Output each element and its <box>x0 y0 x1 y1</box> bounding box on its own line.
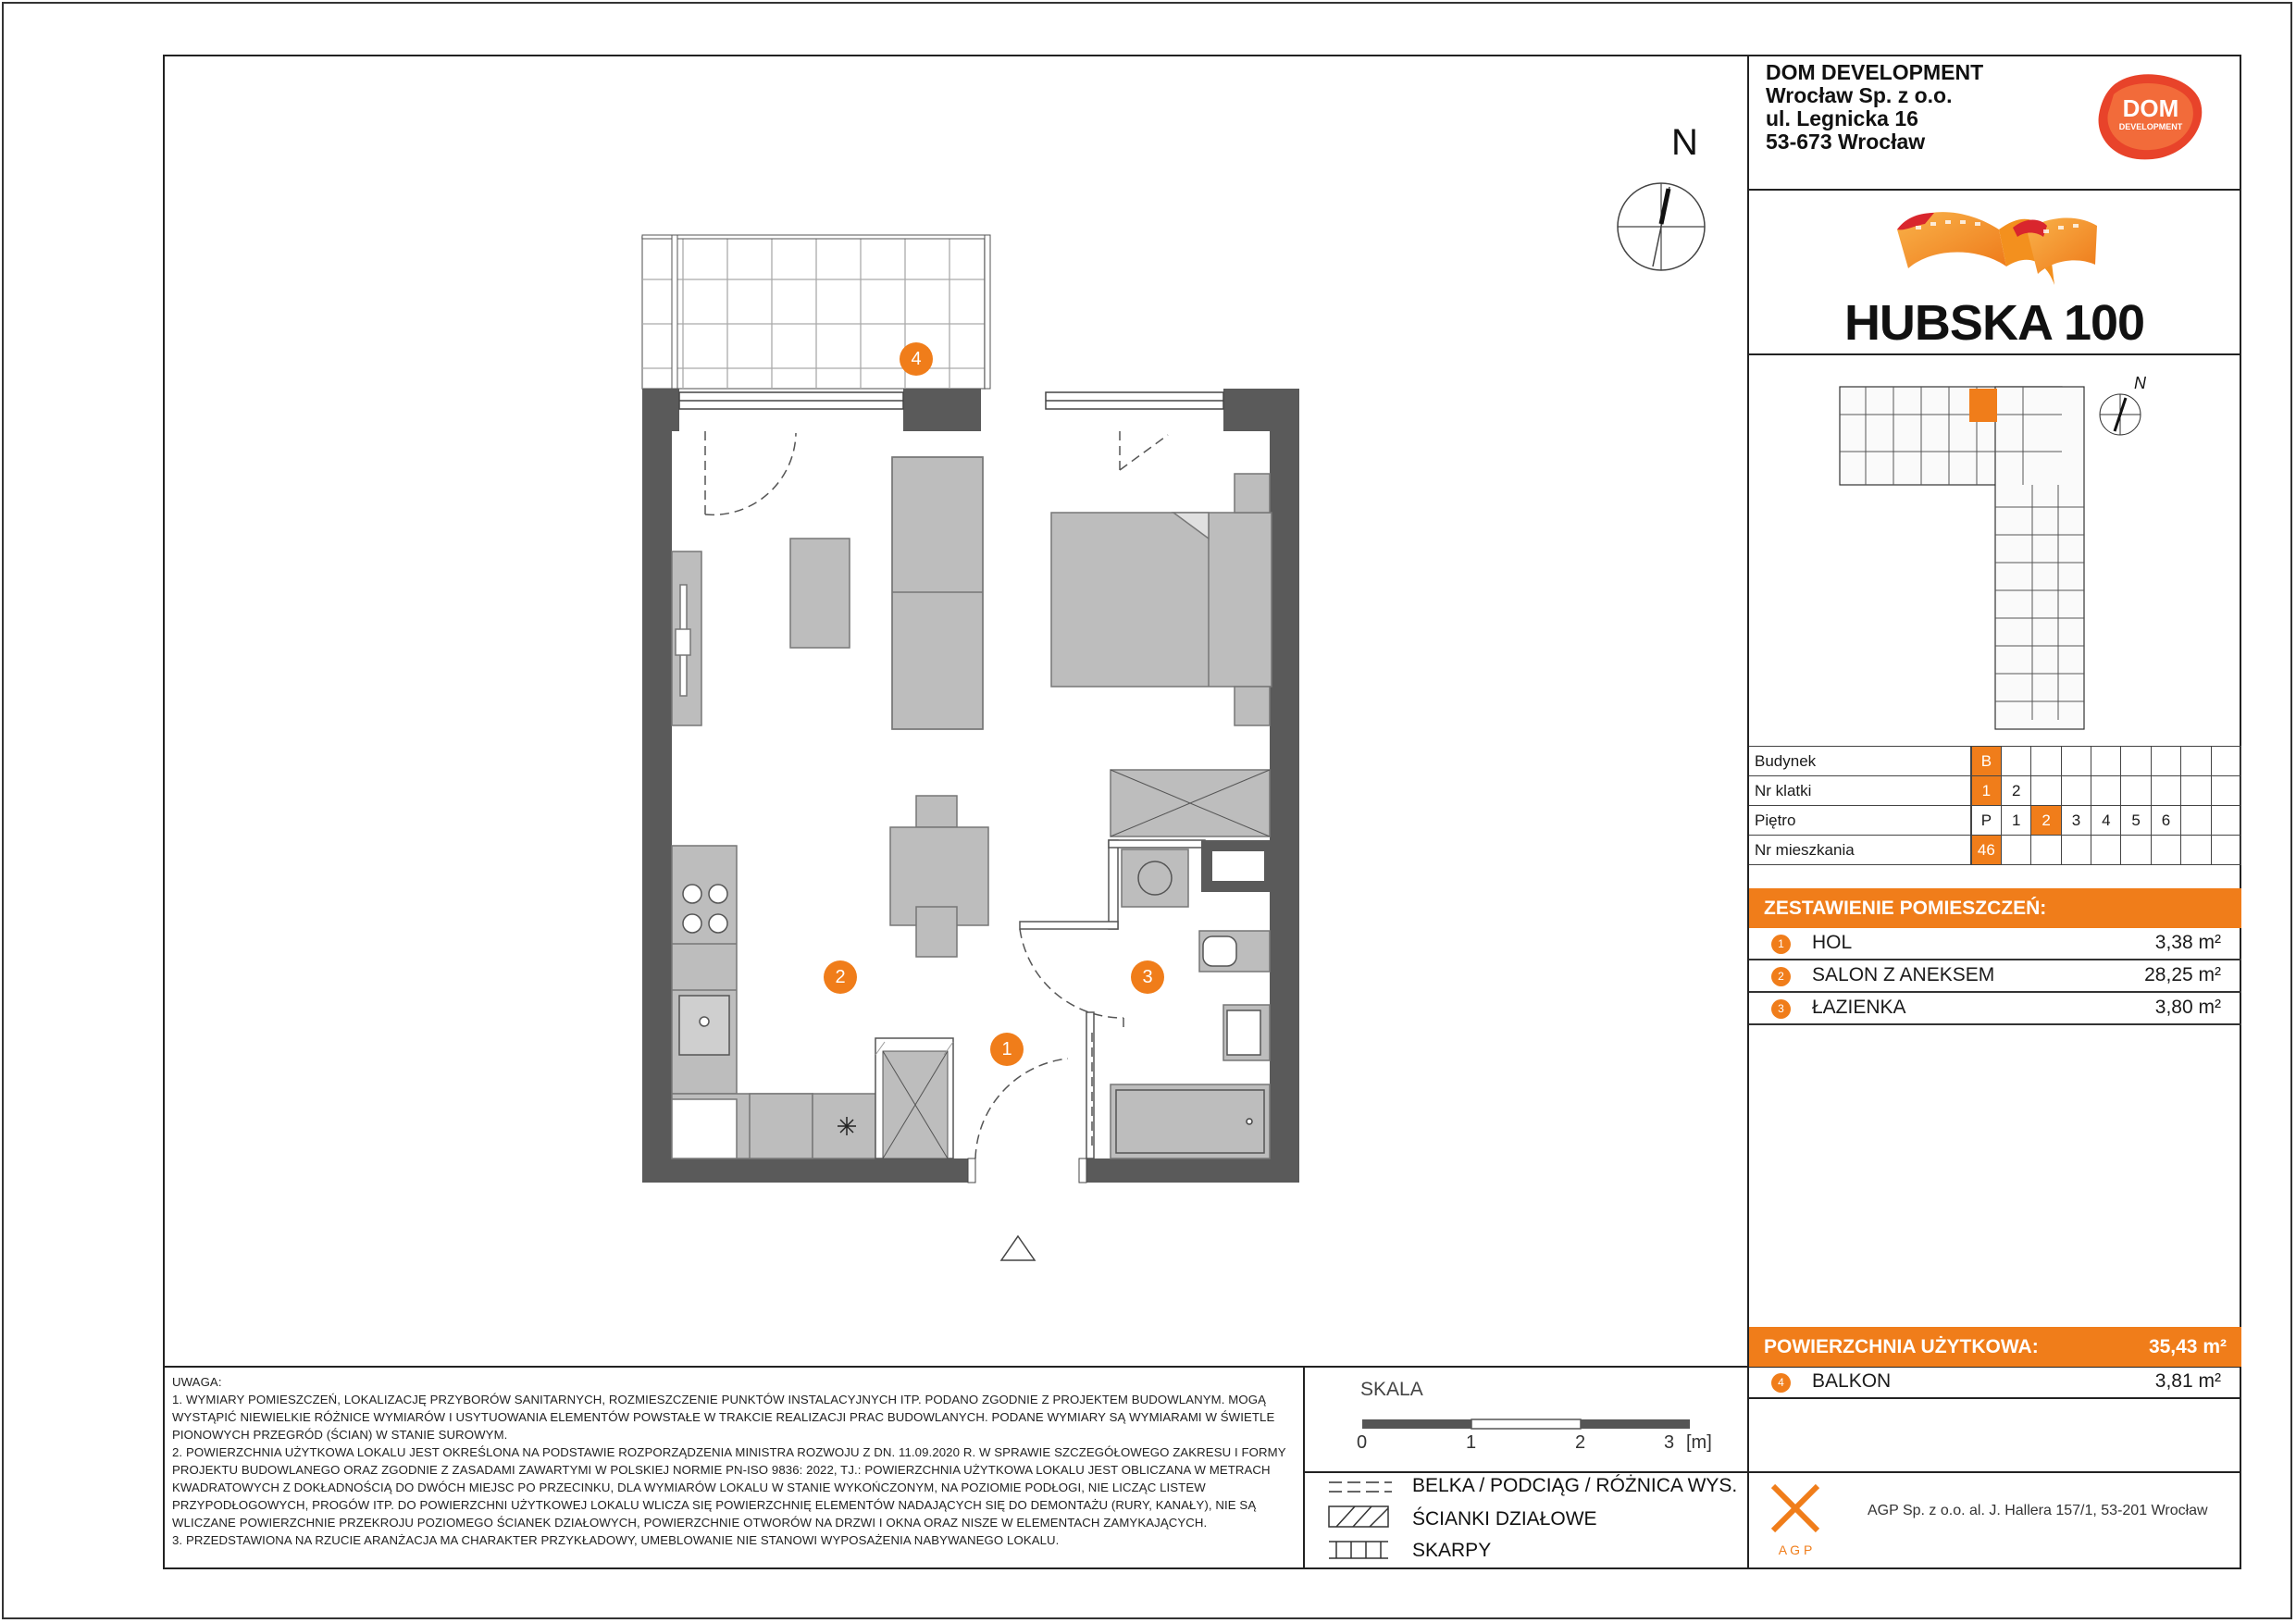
param-cell: P <box>1971 806 2001 836</box>
kitchen-counter <box>672 846 883 1158</box>
param-cell <box>2061 836 2091 865</box>
mini-north-label: N <box>2134 374 2146 392</box>
room-area: 3,80 m² <box>2154 997 2221 1018</box>
room-badge-hall: 1 <box>990 1033 1024 1066</box>
divider <box>1747 1397 2241 1399</box>
agp-logo-text: A G P <box>1778 1542 1813 1557</box>
param-cell <box>2031 747 2061 776</box>
notes <box>172 1373 1301 1549</box>
divider <box>1747 353 2241 355</box>
param-cell <box>2211 836 2240 865</box>
param-cell <box>2211 806 2240 836</box>
mini-compass <box>2100 394 2141 435</box>
param-cell <box>2002 747 2031 776</box>
north-arrow-icon <box>1610 176 1712 278</box>
room-name: ŁAZIENKA <box>1812 997 1906 1018</box>
dining-set <box>890 796 988 957</box>
param-cell: 1 <box>1971 776 2001 806</box>
legend-partition: ŚCIANKI DZIAŁOWE <box>1412 1508 1597 1530</box>
company-street: ul. Legnicka 16 <box>1766 106 1918 130</box>
scale-tick-1: 1 <box>1466 1432 1477 1453</box>
param-cell <box>2211 747 2240 776</box>
company-address <box>1766 61 1983 154</box>
rooms-header: ZESTAWIENIE POMIESZCZEŃ: <box>1749 888 2241 928</box>
balcony <box>642 235 990 389</box>
company-line2: Wrocław Sp. z o.o. <box>1766 83 1953 107</box>
room-row <box>1749 993 2241 1025</box>
param-cell <box>2091 836 2121 865</box>
divider <box>1303 1471 2241 1473</box>
param-cell: 1 <box>2002 806 2031 836</box>
param-cell <box>2211 776 2240 806</box>
param-row <box>1749 747 2241 776</box>
apartment-params-table <box>1749 746 2241 865</box>
param-cell <box>2151 747 2180 776</box>
scale-bar <box>1351 1408 1684 1455</box>
param-cell: 46 <box>1971 836 2001 865</box>
param-cell <box>2181 836 2211 865</box>
param-cell <box>2031 776 2061 806</box>
param-cell <box>2061 776 2091 806</box>
param-label: Piętro <box>1749 806 1970 836</box>
entry-door <box>968 1158 1086 1183</box>
param-row <box>1749 776 2241 806</box>
param-cell <box>2121 747 2151 776</box>
param-cell <box>2181 776 2211 806</box>
param-cell <box>2031 836 2061 865</box>
bathroom-fixtures <box>1111 849 1270 1158</box>
project-title: HUBSKA 100 <box>1843 295 2145 351</box>
note-1: 1. WYMIARY POMIESZCZEŃ, LOKALIZACJĘ PRZYBORÓW SANITARNYCH, ROZMIESZCZENIE PUNKTÓW INSTALACYJNYCH ITP. PODANO ZGODNIE Z PROJEKTEM BUDOWLANYM. MOGĄ WYSTĄPIĆ NIEWIELKIE RÓŻNICE WYMIARÓW I USYTUOWANIA ELEMENTÓW POWSTAŁE W TRAKCIE REALIZACJI PRAC BUDOWLANYCH. PODANE WYMIARY SĄ WYMIARAMI W ŚWIETLE PIONOWYCH PRZEGRÓD (ŚCIAN) W STANIE SUROWYM. <box>172 1393 1275 1442</box>
usable-area-label: POWIERZCHNIA UŻYTKOWA: <box>1764 1336 2039 1357</box>
scale-tick-3: 3 <box>1664 1432 1675 1453</box>
param-cell: 2 <box>2002 776 2031 806</box>
room-badge: 4 <box>1771 1373 1791 1393</box>
param-cell <box>2121 776 2151 806</box>
param-cell <box>2181 806 2211 836</box>
balcony-row <box>1749 1367 2241 1399</box>
dom-development-logo <box>2093 70 2208 163</box>
sofa <box>892 457 983 729</box>
param-cell: 5 <box>2121 806 2151 836</box>
scale-tick-2: 2 <box>1575 1432 1586 1453</box>
room-name: BALKON <box>1812 1370 1892 1392</box>
param-label: Nr mieszkania <box>1749 836 1970 865</box>
coffee-table <box>790 539 850 648</box>
divider <box>1303 1366 1305 1569</box>
room-name: HOL <box>1812 932 1853 953</box>
param-row <box>1749 806 2241 836</box>
param-cell <box>2091 776 2121 806</box>
param-cell: B <box>1971 747 2001 776</box>
wall-cabinet <box>672 551 701 725</box>
legend-jamb: SKARPY <box>1412 1540 1492 1561</box>
divider <box>1747 189 2241 191</box>
north-label: N <box>1671 122 1698 163</box>
legend-symbols <box>1327 1479 1394 1562</box>
param-cell: 4 <box>2091 806 2121 836</box>
hall-closet <box>875 1038 953 1158</box>
room-badge-bathroom: 3 <box>1131 960 1164 994</box>
param-cell <box>2151 836 2180 865</box>
param-cell <box>2121 836 2151 865</box>
logo-text: DOM <box>2122 94 2179 122</box>
param-cell <box>2181 747 2211 776</box>
usable-area-row <box>1749 1327 2241 1367</box>
agp-address: AGP Sp. z o.o. al. J. Hallera 157/1, 53-201 Wrocław <box>1868 1503 2208 1518</box>
room-area: 28,25 m² <box>2144 964 2221 985</box>
scale-tick-0: 0 <box>1357 1432 1368 1453</box>
room-badge: 3 <box>1771 999 1791 1019</box>
param-cell: 6 <box>2151 806 2180 836</box>
company-city: 53-673 Wrocław <box>1766 130 1926 154</box>
note-3: 3. PRZEDSTAWIONA NA RZUCIE ARANŻACJA MA CHARAKTER PRZYKŁADOWY, UMEBLOWANIE NIE STANOWI WYPOSAŻENIA NABYWANEGO LOKALU. <box>172 1533 1060 1547</box>
param-row <box>1749 836 2241 865</box>
param-label: Nr klatki <box>1749 776 1970 806</box>
company-name: DOM DEVELOPMENT <box>1766 60 1984 84</box>
entrance-arrow-icon <box>1001 1236 1035 1260</box>
note-2: 2. POWIERZCHNIA UŻYTKOWA LOKALU JEST OKREŚLONA NA PODSTAWIE ROZPORZĄDZENIA MINISTRA ROZWOJU Z DN. 11.09.2020 R. W SPRAWIE SZCZEGÓŁOWEGO ZAKRESU I FORMY PROJEKTU BUDOWLANEGO ORAZ ZGODNIE Z ZASADAMI ZAWARTYMI W POLSKIEJ NORMIE PN-ISO 9836: 2022, TJ.: POWIERZCHNIA UŻYTKOWA LOKALU JEST OBLICZANA W METRACH KWADRATOWYCH Z DOKŁADNOŚCIĄ DO DWÓCH MIEJSC PO PRZECINKU, DLA WYMIARÓW LOKALU W STANIE WYKOŃCZONYM, NA POZIOMIE PODŁOGI, NIE LICZĄC LISTEW PRZYPODŁOGOWYCH, PROGÓW ITP. DO POWIERZCHNI UŻYTKOWEJ LOKALU WLICZA SIĘ POWIERZCHNIĘ ELEMENTÓW NADAJĄCYCH SIĘ DO DEMONTAŻU (RURY, KANAŁY), NIE SĄ WLICZANE POWIERZCHNIE PRZEKROJU POZIOMEGO ŚCIANEK DZIAŁOWYCH, POWIERZCHNIE OTWORÓW NA DRZWI I OKNA ORAZ NISZE W ELEMENTACH ZAMYKAJĄCYCH. <box>172 1445 1286 1530</box>
room-area: 3,81 m² <box>2154 1370 2221 1392</box>
param-cell <box>2002 836 2031 865</box>
legend-beam: BELKA / PODCIĄG / RÓŻNICA WYS. <box>1412 1475 1738 1496</box>
room-badge: 2 <box>1771 967 1791 986</box>
param-label: Budynek <box>1749 747 1970 776</box>
room-area: 3,38 m² <box>2154 932 2221 953</box>
film-strip-icon <box>1888 192 2101 294</box>
param-cell <box>2091 747 2121 776</box>
floor-plan <box>629 222 1314 1286</box>
logo-subtext: DEVELOPMENT <box>2118 122 2183 131</box>
room-badge-living: 2 <box>824 960 857 994</box>
scale-unit: [m] <box>1686 1432 1712 1453</box>
notes-title: UWAGA: <box>172 1375 222 1389</box>
room-badge-balcony: 4 <box>900 342 933 376</box>
param-cell: 3 <box>2061 806 2091 836</box>
param-cell <box>2061 747 2091 776</box>
param-cell <box>2151 776 2180 806</box>
param-cell: 2 <box>2031 806 2061 836</box>
bed <box>1051 474 1272 725</box>
highlighted-apartment <box>1969 389 1997 422</box>
key-plan <box>1829 374 2146 727</box>
room-badge: 1 <box>1771 935 1791 954</box>
scale-label: SKALA <box>1360 1379 1423 1400</box>
room-row <box>1749 960 2241 993</box>
agp-logo <box>1768 1481 1823 1560</box>
room-row <box>1749 928 2241 960</box>
room-name: SALON Z ANEKSEM <box>1812 964 1995 985</box>
usable-area-value: 35,43 m² <box>2148 1336 2227 1357</box>
